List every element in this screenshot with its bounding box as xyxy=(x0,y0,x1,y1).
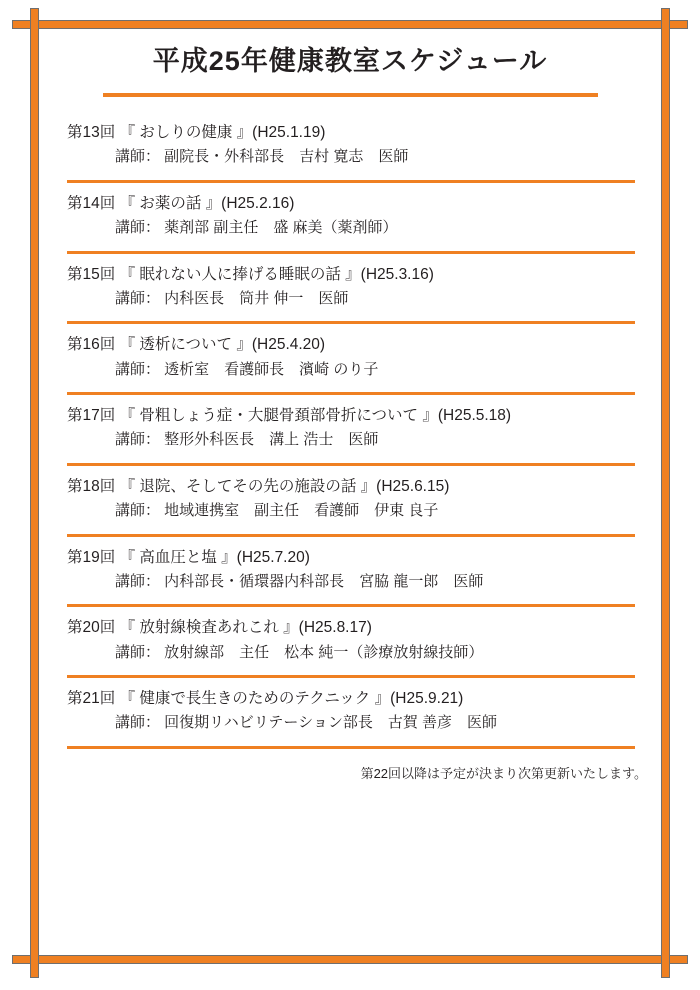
entry-divider xyxy=(67,392,635,395)
list-item xyxy=(67,121,635,180)
entry-divider xyxy=(67,675,635,678)
list-item xyxy=(67,251,635,322)
entry-divider xyxy=(67,746,635,749)
list-item xyxy=(67,463,635,534)
entry-lecturer: 講師： 整形外科医長 溝上 浩士 医師 xyxy=(115,431,379,449)
entry-title: 第13回 『 おしりの健康 』(H25.1.19) xyxy=(67,124,326,142)
list-item xyxy=(67,180,635,251)
entry-lecturer: 講師： 薬剤部 副主任 盛 麻美（薬剤師） xyxy=(115,219,398,237)
list-item xyxy=(67,534,635,605)
entry-divider xyxy=(67,534,635,537)
schedule-sheet xyxy=(45,34,655,782)
entry-title: 第17回 『 骨粗しょう症・大腿骨頚部骨折について 』(H25.5.18) xyxy=(67,407,512,425)
entry-lecturer: 講師： 放射線部 主任 松本 純一（診療放射線技師） xyxy=(115,643,484,661)
entry-title: 第18回 『 退院、そしてその先の施設の話 』(H25.6.15) xyxy=(67,477,450,495)
entry-title: 第14回 『 お薬の話 』(H25.2.16) xyxy=(67,194,295,212)
frame-bar-top xyxy=(12,20,688,29)
page-title: 平成25年健康教室スケジュール xyxy=(152,46,548,76)
footer-note: 第22回以降は予定が決まり次第更新いたします。 xyxy=(360,765,647,781)
entry-title: 第16回 『 透析について 』(H25.4.20) xyxy=(67,336,326,354)
list-item xyxy=(67,604,635,675)
list-item xyxy=(67,392,635,463)
entry-title: 第15回 『 眠れない人に捧げる睡眠の話 』(H25.3.16) xyxy=(67,265,434,283)
list-item xyxy=(67,675,635,746)
entry-title: 第20回 『 放射線検査あれこれ 』(H25.8.17) xyxy=(67,619,372,637)
entry-lecturer: 講師： 内科医長 筒井 伸一 医師 xyxy=(115,289,349,307)
entry-lecturer: 講師： 地域連携室 副主任 看護師 伊東 良子 xyxy=(115,502,439,520)
entry-title: 第19回 『 高血圧と塩 』(H25.7.20) xyxy=(67,548,310,566)
title-divider xyxy=(103,93,598,97)
entry-divider xyxy=(67,180,635,183)
entry-divider xyxy=(67,604,635,607)
entry-divider xyxy=(67,321,635,324)
frame-bar-left xyxy=(30,8,39,978)
entry-lecturer: 講師： 内科部長・循環器内科部長 宮脇 龍一郎 医師 xyxy=(115,572,484,590)
entry-divider xyxy=(67,463,635,466)
entry-divider xyxy=(67,251,635,254)
list-item xyxy=(67,321,635,392)
schedule-list xyxy=(45,121,655,749)
entry-lecturer: 講師： 副院長・外科部長 吉村 寛志 医師 xyxy=(115,148,409,166)
frame-bar-right xyxy=(661,8,670,978)
entry-title: 第21回 『 健康で長生きのためのテクニック 』(H25.9.21) xyxy=(67,690,464,708)
entry-lecturer: 講師： 回復期リハビリテーション部長 古賀 善彦 医師 xyxy=(115,714,497,732)
entry-lecturer: 講師： 透析室 看護師長 濱崎 のり子 xyxy=(115,360,379,378)
frame-bar-bottom xyxy=(12,955,688,964)
